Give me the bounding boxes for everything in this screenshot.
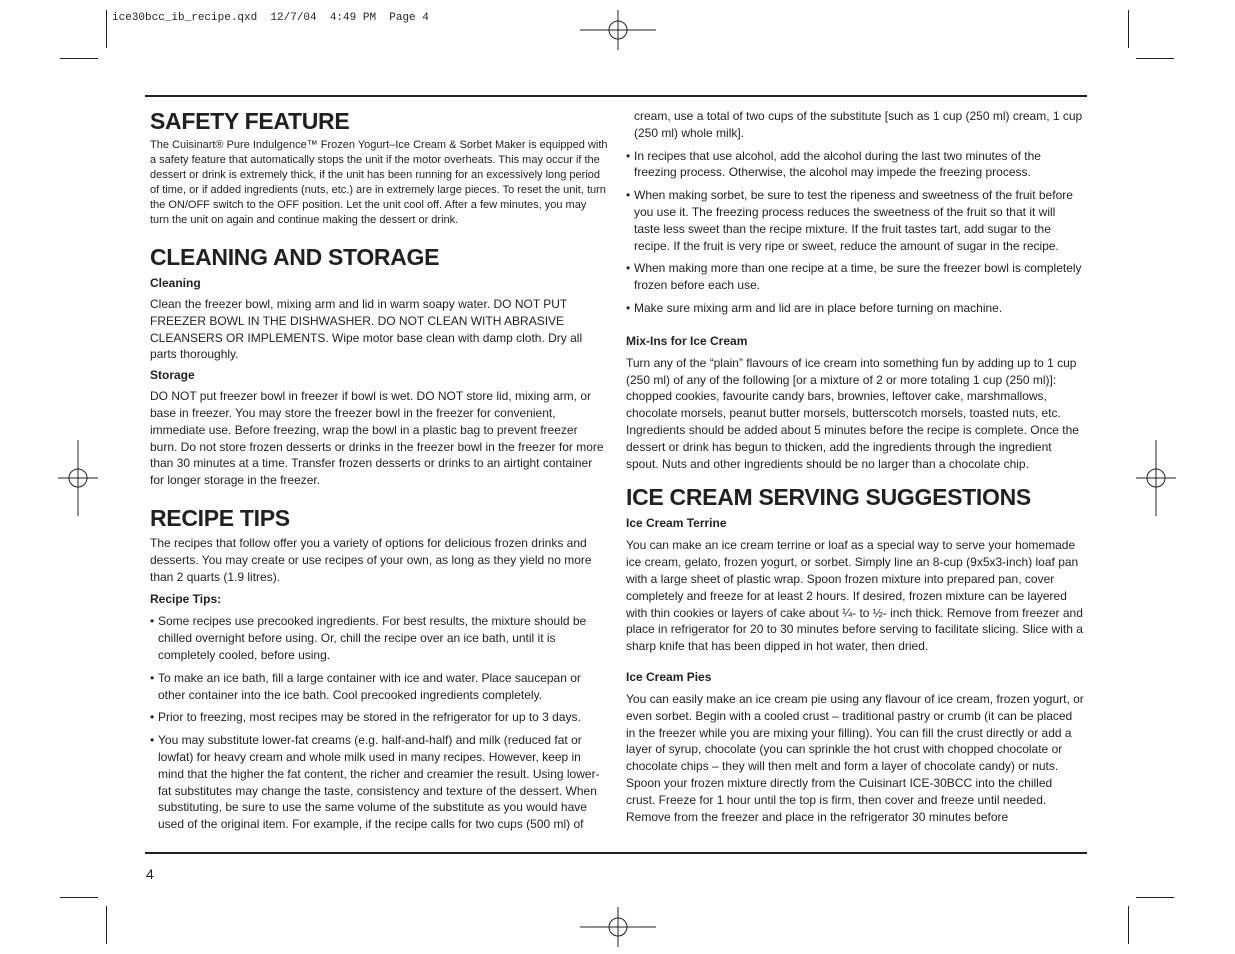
serving-title: ICE CREAM SERVING SUGGESTIONS [626, 484, 1031, 511]
cleaning-heading: Cleaning [150, 276, 201, 290]
list-item: • Prior to freezing, most recipes may be stored in the refrigerator for up to 3 days. [150, 709, 608, 726]
pies-heading: Ice Cream Pies [626, 669, 712, 684]
recipe-tips-subheading: Recipe Tips: [150, 592, 222, 607]
list-item: • In recipes that use alcohol, add the alcohol during the last two minutes of the freezing process. Otherwise, the alcohol may impede the freezing process. [626, 148, 1084, 182]
safety-body: The Cuisinart® Pure Indulgence™ Frozen Yogurt–Ice Cream & Sorbet Maker is equipped with a safety feature that automatically stops the unit if the motor overheats. This may occur if the dessert or drink is extremely thick, if the unit has been running for an excessively long period of time, or if added ingredients (nuts, etc.) are in extremely large pieces. To reset the unit, turn the ON/OFF switch to the OFF position. Let the unit cool off. After a few minutes, you may turn the unit on again and continue making the dessert or drink. [150, 139, 608, 226]
storage-heading: Storage [150, 368, 195, 383]
file-slug: ice30bcc_ib_recipe.qxd 12/7/04 4:49 PM Page 4 [112, 12, 429, 24]
recipe-tips-intro: The recipes that follow offer you a variety of options for delicious frozen drinks and desserts. You may create or use recipes of your own, as long as they yield no more than 2 quarts (1.9 litres). [150, 535, 592, 584]
list-item: • When making more than one recipe at a time, be sure the freezer bowl is completely frozen before each use. [626, 260, 1084, 294]
registration-mark-bottom [580, 907, 656, 947]
registration-mark-right [1136, 440, 1176, 516]
list-item: • When making sorbet, be sure to test the ripeness and sweetness of the fruit before you use it. The freezing process reduces the sweetness of the fruit so that it will taste less sweet than the recipe mixture. If the fruit tastes tart, add sugar to the recipe. If the fruit is very ripe or sweet, reduce the amount of sugar in the recipe. [626, 187, 1084, 254]
recipe-tips-continued: cream, use a total of two cups of the substitute [such as 1 cup (250 ml) cream, 1 cup (250 ml) whole milk]. [634, 109, 1083, 140]
page-number: 4 [146, 866, 154, 882]
mixins-heading: Mix-Ins for Ice Cream [626, 333, 748, 348]
pies-body: You can easily make an ice cream pie using any flavour of ice cream, frozen yogurt, or even sorbet. Begin with a cooled crust – traditional pastry or crumb (it can be placed in the freezer while you are mixing your filling). You can fill the crust directly or add a layer of syrup, chocolate (you can sprinkle the hot crust with chopped chocolate or chocolate chips – they will then melt and form a layer of chocolate candy) or nuts. Spoon your frozen mixture directly from the Cuisinart ICE-30BCC into the chilled crust. Freeze for 1 hour until the top is firm, then cover and freeze until needed. Remove from the freezer and place in the refrigerator 30 minutes before [626, 691, 1084, 824]
recipe-tips-list-left [150, 613, 608, 833]
terrine-body: You can make an ice cream terrine or loaf as a special way to serve your homemade ice cream, gelato, frozen yogurt, or sorbet. Simply line an 8-cup (9x5x3-inch) loaf pan with a large sheet of plastic wrap. Spoon frozen mixture into prepared pan, cover completely and freeze for at least 2 hours. If desired, frozen mixture can be layered with thin cookies or layers of cake about ¼- to ½- inch thick. Remove from freezer and place in refrigerator for 20 to 30 minutes before serving to facilitate slicing. Slice with a sharp knife that has been dipped in hot water, then dried. [626, 538, 1083, 654]
registration-mark-top [580, 10, 656, 50]
right-column [626, 108, 1084, 825]
left-column [150, 108, 608, 833]
safety-title: SAFETY FEATURE [150, 108, 350, 134]
list-item: • Make sure mixing arm and lid are in place before turning on machine. [626, 300, 1084, 317]
list-item: • To make an ice bath, fill a large container with ice and water. Place saucepan or other container into the ice bath. Cool precooked ingredients completely. [150, 670, 608, 704]
recipe-tips-list-right [626, 148, 1084, 317]
list-item: • You may substitute lower-fat creams (e.g. half-and-half) and milk (reduced fat or lowfat) for heavy cream and whole milk used in many recipes. However, keep in mind that the higher the fat content, the richer and creamier the result. Using lower-fat substitutes may change the taste, consistency and texture of the dessert. When substituting, be sure to use the same volume of the substitute as you would have used of the original item. For example, if the recipe calls for two cups (500 ml) of [150, 732, 608, 833]
terrine-heading: Ice Cream Terrine [626, 516, 727, 531]
mixins-body: Turn any of the “plain” flavours of ice cream into something fun by adding up to 1 cup (250 ml) of any of the following [or a mixture of 2 or more totaling 1 cup (250 ml)]: chopped cookies, favourite candy bars, brownies, leftover cake, marshmallows, chocolate morsels, peanut butter morsels, butterscotch morsels, toasted nuts, etc. Ingredients should be added about 5 minutes before the recipe is complete. Once the dessert or drink has begun to thicken, add the ingredients through the ingredient spout. Nuts and other ingredients should be no larger than a chocolate chip. [626, 355, 1079, 471]
registration-mark-left [58, 440, 98, 516]
list-item: • Some recipes use precooked ingredients. For best results, the mixture should be chilled overnight before using. Or, chill the recipe over an ice bath, until it is completely cooled, before using. [150, 613, 608, 663]
cleaning-storage-title: CLEANING AND STORAGE [150, 244, 440, 270]
cleaning-body: Clean the freezer bowl, mixing arm and lid in warm soapy water. DO NOT PUT FREEZER BOWL IN THE DISHWASHER. DO NOT CLEAN WITH ABRASIVE CLEANSERS OR IMPLEMENTS. Wipe motor base clean with damp cloth. Dry all parts thoroughly. [150, 297, 583, 362]
bottom-rule [145, 852, 1087, 854]
top-rule [145, 95, 1087, 97]
storage-body: DO NOT put freezer bowl in freezer if bowl is wet. DO NOT store lid, mixing arm, or base in freezer. You may store the freezer bowl in the freezer for convenient, immediate use. Before freezing, wrap the bowl in a plastic bag to prevent freezer burn. Do not store frozen desserts or drinks in the freezer bowl in the freezer for more than 30 minutes at a time. Transfer frozen desserts or drinks to an airtight container for longer storage in the freezer. [150, 389, 604, 488]
recipe-tips-title: RECIPE TIPS [150, 504, 290, 531]
